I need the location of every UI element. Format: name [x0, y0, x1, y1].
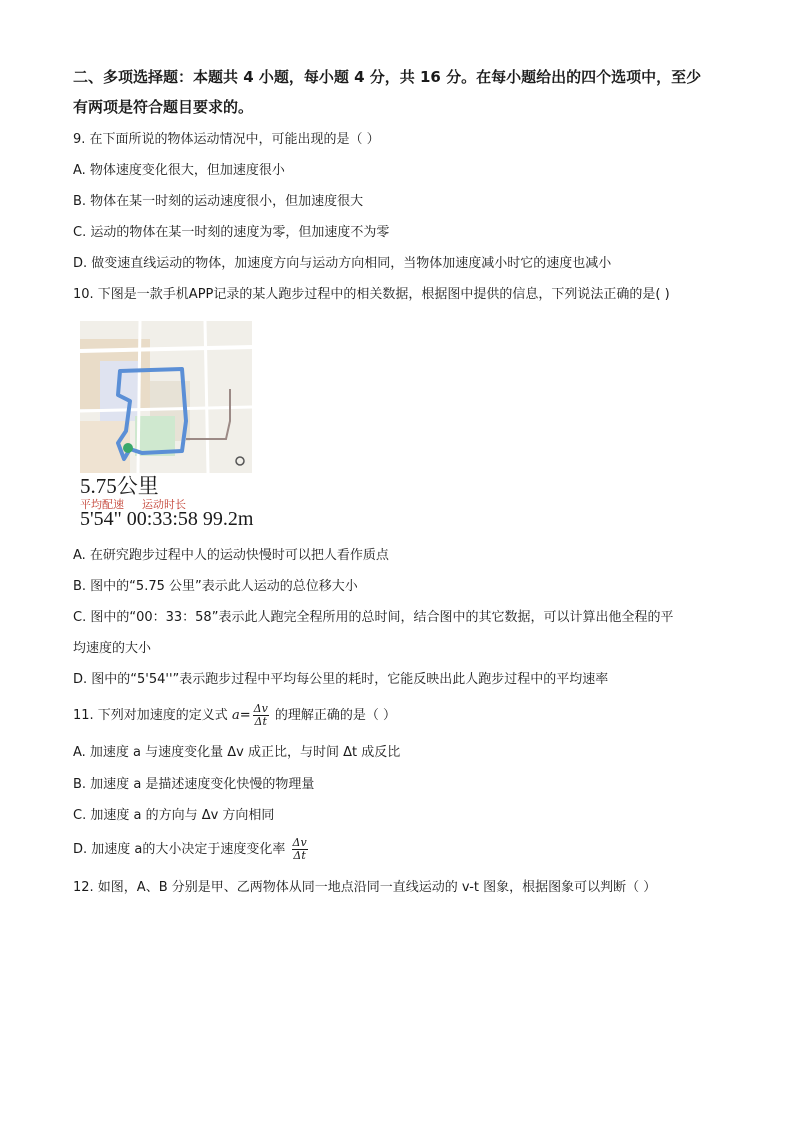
q11-option-d — [73, 834, 310, 866]
section-title-line-2: 有两项是符合题目要求的。 — [73, 98, 254, 116]
q10-stem: 10. 下图是一款手机APP记录的某人跑步过程中的相关数据，根据图中提供的信息，下列说法正确的是( ) — [73, 287, 670, 302]
q10-option-c-line-2: 均速度的大小 — [73, 641, 152, 656]
q11-option-d-fraction — [292, 837, 308, 862]
q10-option-b: B. 图中的“5.75 公里”表示此人运动的总位移大小 — [73, 579, 358, 594]
q11-option-d-denominator: Δt — [293, 849, 306, 862]
q11-stem-suffix: 的理解正确的是（ ） — [270, 708, 397, 723]
q11-fraction-denominator: Δt — [254, 715, 267, 728]
q9-option-b: B. 物体在某一时刻的运动速度很小，但加速度很大 — [73, 194, 364, 209]
run-stats: 5'54" 00:33:58 99.2m — [80, 508, 254, 530]
q12-stem: 12. 如图，A、B 分别是甲、乙两物体从同一地点沿同一直线运动的 v-t 图象，根据图象可以判断（ ） — [73, 880, 657, 895]
q11-variable: a — [231, 708, 240, 723]
running-route-map — [80, 321, 252, 473]
q11-equals: = — [239, 708, 251, 723]
q9-option-c: C. 运动的物体在某一时刻的速度为零，但加速度不为零 — [73, 225, 390, 240]
q11-option-d-numerator: Δv — [292, 836, 307, 849]
q11-stem-prefix: 11. 下列对加速度的定义式 — [73, 708, 232, 723]
run-distance: 5.75公里 — [80, 474, 159, 498]
q11-stem — [73, 700, 396, 732]
avg-pace-label: 平均配速 — [80, 499, 124, 511]
q11-option-c: C. 加速度 a 的方向与 Δv 方向相同 — [73, 808, 275, 823]
q10-option-c-line-1: C. 图中的“00：33：58”表示此人跑完全程所用的总时间，结合图中的其它数据，可以计算出他全程的平 — [73, 610, 674, 625]
section-title-line-1: 二、多项选择题：本题共 4 小题，每小题 4 分，共 16 分。在每小题给出的四个选项中，至少 — [73, 68, 702, 86]
q11-option-d-text: D. 加速度 a的大小决定于速度变化率 — [73, 842, 290, 857]
q11-fraction-numerator: Δv — [253, 702, 268, 715]
duration-label: 运动时长 — [142, 499, 186, 511]
map-graphic — [80, 321, 252, 473]
start-marker-icon — [123, 443, 133, 453]
q10-option-a: A. 在研究跑步过程中人的运动快慢时可以把人看作质点 — [73, 548, 389, 563]
q9-stem: 9. 在下面所说的物体运动情况中，可能出现的是（ ） — [73, 132, 380, 147]
q11-option-a: A. 加速度 a 与速度变化量 Δv 成正比，与时间 Δt 成反比 — [73, 745, 401, 760]
q9-option-d: D. 做变速直线运动的物体，加速度方向与运动方向相同，当物体加速度减小时它的速度也减小 — [73, 256, 612, 271]
q11-fraction — [253, 703, 269, 728]
q9-option-a: A. 物体速度变化很大，但加速度很小 — [73, 163, 285, 178]
q10-option-d: D. 图中的“5'54''”表示跑步过程中平均每公里的耗时，它能反映出此人跑步过程中的平均速率 — [73, 672, 609, 687]
q11-option-b: B. 加速度 a 是描述速度变化快慢的物理量 — [73, 777, 315, 792]
